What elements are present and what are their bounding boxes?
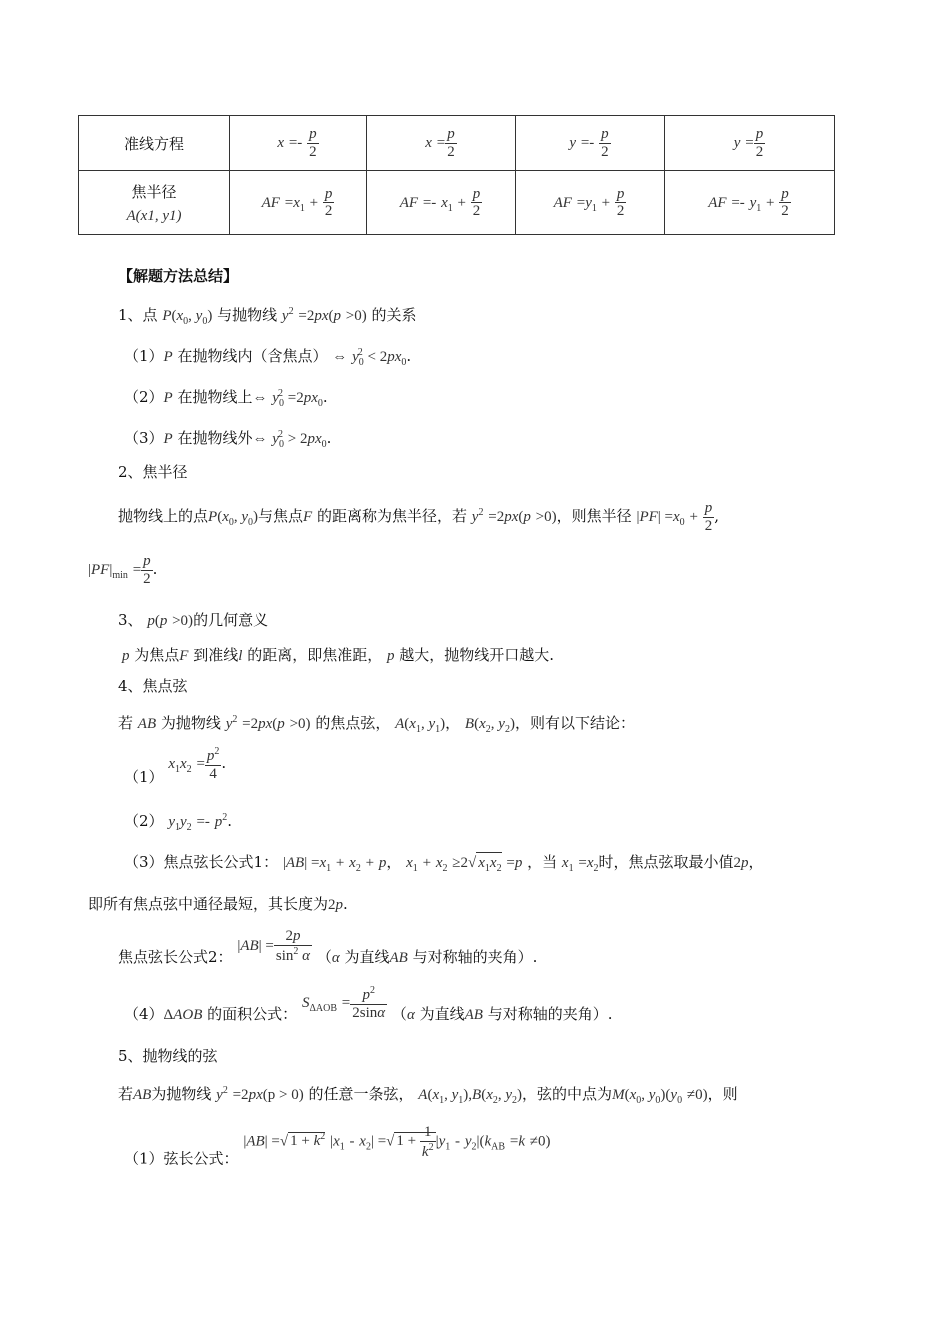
s4-c3-when: ，当 <box>527 853 558 871</box>
s5-c1: （1）弦长公式： <box>124 1149 239 1168</box>
s4-c4-pre: （4） <box>124 1005 164 1023</box>
s3-t2: 到准线 <box>193 646 239 664</box>
s4-t2: 为抛物线 <box>160 714 221 732</box>
s2-title: 2、焦半径 <box>118 463 188 481</box>
s1-item-3-num: （3） <box>124 429 164 447</box>
s4-c1-num: （1） <box>124 768 164 786</box>
s4-c4-note2: 为直线 <box>419 1005 465 1023</box>
s1-pre: 1、点 <box>118 306 158 324</box>
s4-conclusion-2: （2） $y_1y_2 =- p^2$. <box>124 812 232 833</box>
s4-t4: ，则有以下结论： <box>514 714 635 732</box>
focal-radius-cell-3: AF $=y_1$ + $\frac{p}{2}$ <box>516 171 665 235</box>
s4-f2-note1: （ <box>316 948 332 966</box>
s1-item-1-num: （1） <box>124 347 164 365</box>
s2-t1: 抛物线上的点 <box>118 507 209 525</box>
s2-t2: 与焦点 <box>258 507 304 525</box>
s4-formula-2: 焦点弦长公式2： |AB| = $\frac{2p}{\sin^2 \alpha}$ （α 为直线AB 与对称轴的夹角）. <box>118 928 538 966</box>
s1-item-2-text: 在抛物线上 <box>177 388 253 406</box>
directrix-label: 准线方程 <box>79 116 230 171</box>
s4-conclusion-3: （3）焦点弦长公式1： $|AB| =x_1 + x_2 + p$， $x_1 + x_2 \ge 2√$ $x_1x_2 =p$ ，当 $x_1 =x_2$时，焦点弦取最小值2p， <box>124 853 764 874</box>
s4-title: 4、焦点弦 <box>118 677 188 695</box>
section-heading: 【解题方法总结】 <box>118 267 239 285</box>
s1-post: 的关系 <box>371 306 417 324</box>
s3-title: 3、 p(p >0)的几何意义 <box>118 611 269 629</box>
s1-item-2-num: （2） <box>124 388 164 406</box>
s5-line: 若AB为抛物线 $y^2 =2px(p > 0)$ 的任意一条弦， $A(x_1$, $y_1),B(x_2$, $y_2$)，弦的中点为$M(x_0$, $y_0)(y_0 \ne 0)$，则 <box>118 1085 738 1106</box>
s3-t3: 的距离，即焦准距， <box>247 646 383 664</box>
s5-t2: 为抛物线 <box>151 1085 212 1103</box>
s3-t4: 越大，抛物线开口越大. <box>399 646 555 664</box>
s1-mid: 与抛物线 <box>217 306 278 324</box>
directrix-cell-2: x = $\frac{p}{2}$ <box>367 116 516 171</box>
s3-line: p 为焦点F 到准线l 的距离，即焦准距， p 越大，抛物线开口越大. <box>122 646 555 664</box>
s4-c3-time: 时，焦点弦取最小值 <box>598 853 734 871</box>
s2-line-1: 抛物线上的点$P(x_0$, $y_0$)与焦点F 的距离称为焦半径，若 $y^2 =2px(p >0)$，则焦半径 $|PF| =x_0$ + $\frac{p}{2}$ , <box>118 500 719 534</box>
s4-c3-pre: （3）焦点弦长公式1： <box>124 853 279 871</box>
s4-conclusion-3-line2: 即所有焦点弦中通径最短，其长度为2p. <box>88 895 348 913</box>
s4-c4-note1: （ <box>391 1005 407 1023</box>
s4-f2-pre: 焦点弦长公式2： <box>118 948 233 966</box>
s4-c2-num: （2） <box>124 812 164 830</box>
s5-t1: 若 <box>118 1085 134 1103</box>
focal-radius-label-point: A(x1, y1) <box>126 207 182 224</box>
s1-item-1: （1）P 在抛物线内（含焦点） ⇔ $y_0^2 < 2px_0$. <box>124 347 412 368</box>
s5-t4: ，弦的中点为 <box>522 1085 613 1103</box>
focal-radius-cell-2: AF =- $x_1$ + $\frac{p}{2}$ <box>367 171 516 235</box>
s5-t3: 的任意一条弦， <box>308 1085 414 1103</box>
s4-f2-note3: 与对称轴的夹角）. <box>412 948 538 966</box>
s1-item-3: （3）P 在抛物线外⇔ $y_0^2 > 2px_0$. <box>124 429 332 450</box>
s4-t3: 的焦点弦， <box>315 714 391 732</box>
s4-c3-line2: 即所有焦点弦中通径最短，其长度为 <box>88 895 329 913</box>
s5-title: 5、抛物线的弦 <box>118 1047 218 1065</box>
directrix-cell-3: y =- $\frac{p}{2}$ <box>516 116 665 171</box>
s1-line: 1、点 $P(x_0$, $y_0$) 与抛物线 $y^2 =2px(p >0)$ 的关系 <box>118 306 417 327</box>
directrix-cell-4: y = $\frac{p}{2}$ <box>665 116 835 171</box>
parabola-properties-table <box>78 115 835 235</box>
s1-item-3-text: 在抛物线外 <box>177 429 253 447</box>
focal-radius-cell-1: AF $=x_1$ + $\frac{p}{2}$ <box>230 171 367 235</box>
s4-c4-mid: 的面积公式： <box>207 1005 298 1023</box>
s4-conclusion-4: （4）ΔAOB 的面积公式： $S_{\Delta AOB}$ = $\frac{p^2}{2\sin\alpha}$ （α 为直线AB 与对称轴的夹角）. <box>124 985 613 1023</box>
s3-t1: 为焦点 <box>134 646 180 664</box>
s1-item-2: （2）P 在抛物线上⇔ $y_0^2 =2px_0$. <box>124 388 328 409</box>
s4-f2-note2: 为直线 <box>344 948 390 966</box>
focal-radius-label <box>79 171 230 235</box>
s2-t4: ，则焦半径 <box>556 507 632 525</box>
s4-line: 若 AB 为抛物线 $y^2 =2px(p >0)$ 的焦点弦， $A(x_1$, $y_1$)， $B(x_2$, $y_2$)，则有以下结论： <box>118 714 635 735</box>
directrix-cell-1: x =- $\frac{p}{2}$ <box>230 116 367 171</box>
s4-c4-note3: 与对称轴的夹角）. <box>487 1005 613 1023</box>
s4-t1: 若 <box>118 714 134 732</box>
s3-title-post: 的几何意义 <box>193 611 269 629</box>
s4-conclusion-1: （1） $x_1x_2$ = $\frac{p^2}{4}$ . <box>124 746 227 786</box>
s1-item-1-text: 在抛物线内（含焦点） <box>177 347 328 365</box>
s2-t3: 的距离称为焦半径，若 <box>317 507 468 525</box>
s2-line-2: $|PF|_{min}$ = $\frac{p}{2}$ . <box>88 553 158 587</box>
s5-chord-formula: （1）弦长公式： |AB| =√ $1 + k^2$ $|x_1 - x_2|$ =√ 1 + $\frac{1}{k^2}$ $|y_1 - y_2|(k_{AB} =k \ne 0)$ <box>124 1124 551 1168</box>
s5-t5: ，则 <box>707 1085 738 1103</box>
focal-radius-cell-4: AF =- $y_1$ + $\frac{p}{2}$ <box>665 171 835 235</box>
focal-radius-label-title: 焦半径 <box>131 182 177 201</box>
